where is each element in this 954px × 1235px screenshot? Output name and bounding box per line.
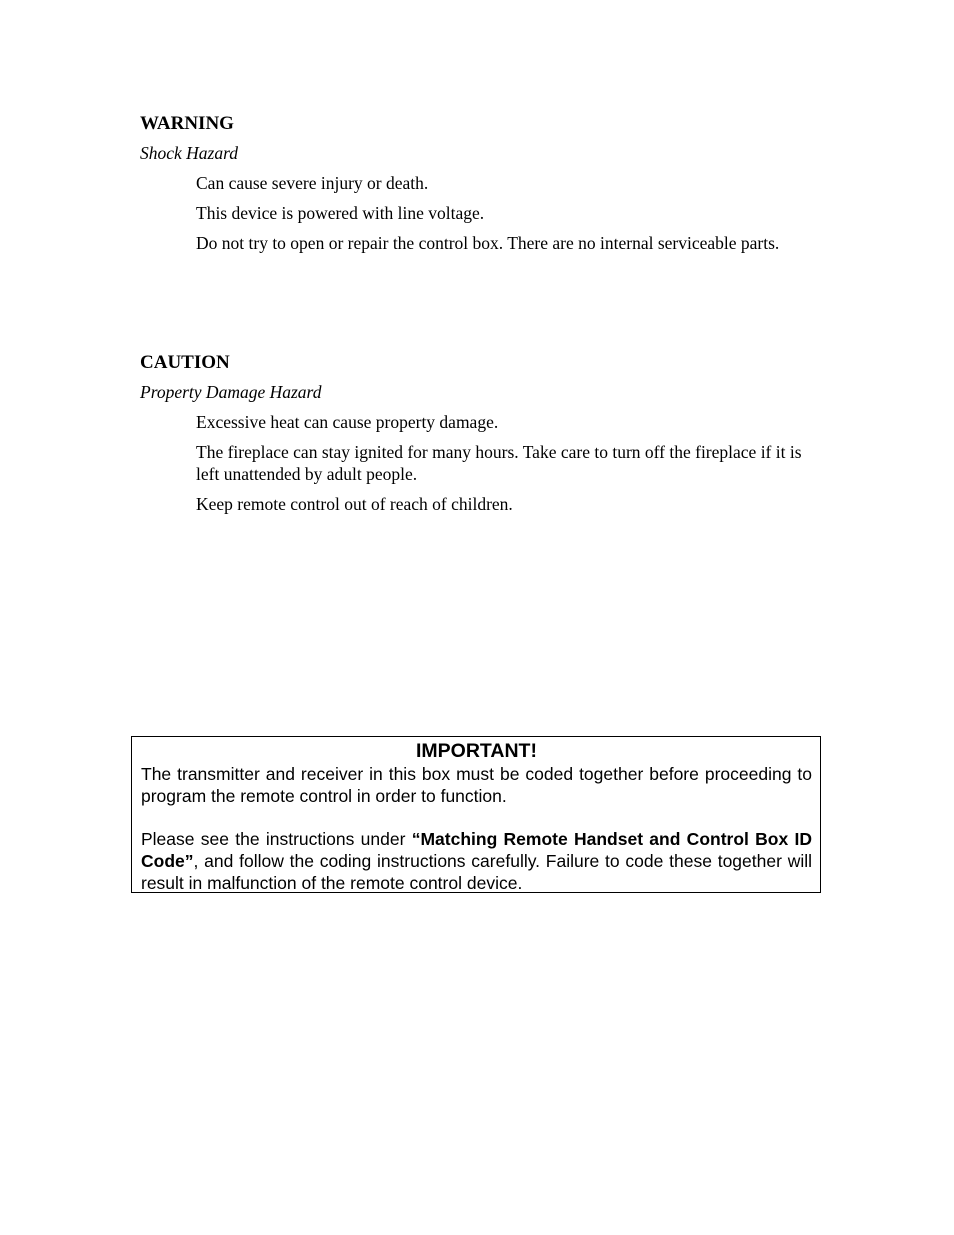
caution-subtitle: Property Damage Hazard [140,382,322,402]
important-paragraph-2-suffix: , and follow the coding instructions carefully. Failure to code these together will result in malfunction of the remote control device. [141,851,812,893]
warning-item: Do not try to open or repair the control box. There are no internal serviceable parts. [196,233,780,253]
caution-title: CAUTION [140,352,230,373]
caution-section [140,352,820,515]
warning-item: Can cause severe injury or death. [196,173,429,193]
warning-subtitle: Shock Hazard [140,143,239,163]
instruction-section-reference: “Matching Remote Handset and Control Box ID Code” [141,829,813,871]
important-paragraph-2 [141,828,812,894]
important-notice-box [131,736,821,893]
caution-item: The fireplace can stay ignited for many hours. Take care to turn off the fireplace if it is left unattended by adult people. [196,442,802,484]
caution-item: Keep remote control out of reach of children. [196,494,513,514]
warning-section [140,113,820,254]
caution-item: Excessive heat can cause property damage. [196,412,499,432]
important-paragraph-1: The transmitter and receiver in this box must be coded together before proceeding to program the remote control in order to function. [141,764,812,806]
important-paragraph-2-prefix: Please see the instructions under [141,829,412,849]
warning-title: WARNING [140,113,234,134]
important-title: IMPORTANT! [416,740,537,762]
warning-item: This device is powered with line voltage. [196,203,485,223]
